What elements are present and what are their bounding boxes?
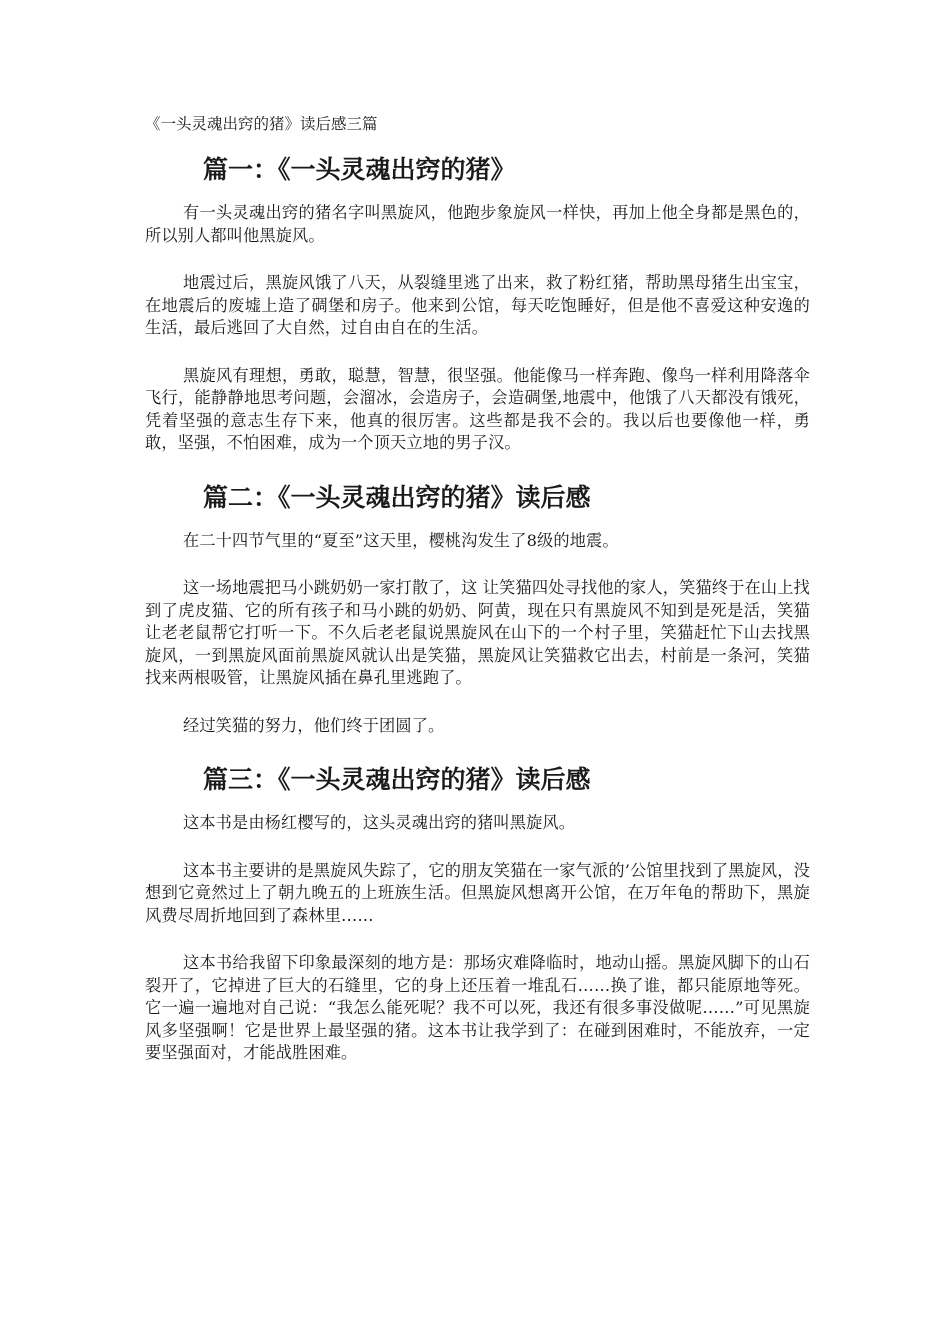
document-page (145, 112, 810, 1090)
section-heading: 篇一：《一头灵魂出窍的猪》 (203, 155, 516, 184)
section-2 (145, 480, 810, 738)
paragraph: 这一场地震把马小跳奶奶一家打散了，这 让笑猫四处寻找他的家人，笑猫终于在山上找到了虎皮猫、它的所有孩子和马小跳的奶奶、阿黄，现在只有黑旋风不知到是死是活，笑猫让老老鼠帮它打听一下。不久后老老鼠说黑旋风在山下的一个村子里，笑猫赶忙下山去找黑旋风，一到黑旋风面前黑旋风就认出是笑猫，黑旋风让笑猫救它出去，村前是一条河，笑猫找来两根吸管，让黑旋风插在鼻孔里逃跑了。 (145, 578, 810, 687)
section-1 (145, 152, 810, 455)
section-heading: 篇二：《一头灵魂出窍的猪》读后感 (203, 482, 591, 512)
document-title: 《一头灵魂出窍的猪》读后感三篇 (145, 115, 378, 133)
section-heading: 篇三：《一头灵魂出窍的猪》读后感 (203, 765, 591, 794)
paragraph: 地震过后，黑旋风饿了八天，从裂缝里逃了出来，救了粉红猪，帮助黑母猪生出宝宝，在地震后的废墟上造了碉堡和房子。他来到公馆，每天吃饱睡好，但是他不喜爱这种安逸的生活，最后逃回了大自然，过自由自在的生活。 (145, 273, 810, 337)
paragraph: 这本书是由杨红樱写的，这头灵魂出窍的猪叫黑旋风。 (183, 813, 576, 832)
paragraph: 黑旋风有理想，勇敢，聪慧，智慧，很坚强。他能像马一样奔跑、像鸟一样利用降落伞飞行，能静静地思考问题，会溜冰，会造房子，会造碉堡,地震中，他饿了八天都没有饿死，凭着坚强的意志生存下来，他真的很厉害。这些都是我不会的。我以后也要像他一样，勇敢，坚强，不怕困难，成为一个顶天立地的男子汉。 (145, 365, 810, 452)
paragraph: 经过笑猫的努力，他们终于团圆了。 (183, 715, 445, 735)
paragraph: 在二十四节气里的“夏至”这天里，樱桃沟发生了8级的地震。 (183, 530, 619, 550)
paragraph: 这本书主要讲的是黑旋风失踪了，它的朋友笑猫在一家气派的’公馆里找到了黑旋风，没想到它竟然过上了朝九晚五的上班族生活。但黑旋风想离开公馆，在万年龟的帮助下，黑旋风费尽周折地回到了森林里…… (145, 860, 810, 925)
section-3 (145, 762, 810, 1065)
paragraph: 有一头灵魂出窍的猪名字叫黑旋风，他跑步象旋风一样快，再加上他全身都是黑色的，所以别人都叫他黑旋风。 (145, 203, 810, 245)
paragraph: 这本书给我留下印象最深刻的地方是：那场灾难降临时，地动山摇。黑旋风脚下的山石裂开了，它掉进了巨大的石缝里，它的身上还压着一堆乱石……换了谁，都只能原地等死。它一遍一遍地对自己说：“我怎么能死呢？我不可以死，我还有很多事没做呢……”可见黑旋风多坚强啊！它是世界上最坚强的猪。这本书让我学到了：在碰到困难时，不能放弃，一定要坚强面对，才能战胜困难。 (145, 953, 810, 1062)
